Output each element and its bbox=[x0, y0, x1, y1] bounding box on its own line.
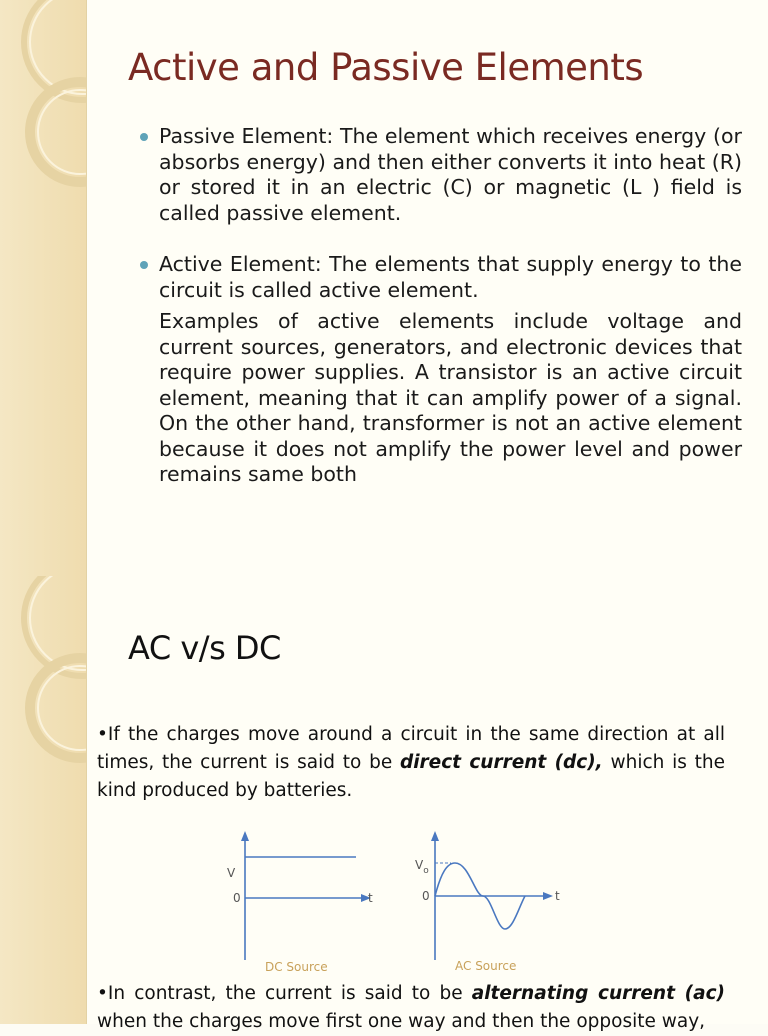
bullet-dot-icon bbox=[140, 133, 148, 141]
ac-paragraph bbox=[97, 980, 725, 1036]
decorative-rings-icon bbox=[0, 576, 86, 1024]
active-element-examples: Examples of active elements include voltage and current sources, generators, and electronic devices that require power supplies. A transistor is an active circuit element, meaning that it can amplify power of a signal. On the other hand, transformer is not an active element because it does not amplify the power level and power remains same both bbox=[159, 309, 742, 486]
bullet-text: Active Element: The elements that supply energy to the circuit is called active element. bbox=[159, 252, 742, 302]
slide-1-title: Active and Passive Elements bbox=[128, 46, 644, 89]
dc-term: direct current (dc), bbox=[399, 752, 603, 773]
bullet-text: Passive Element: The element which receives energy (or absorbs energy) and then either converts it into heat (R) or stored it in an electric (C) or magnetic (L ) field is called passive element. bbox=[159, 124, 742, 225]
ac-term: alternating current (ac) bbox=[471, 983, 725, 1004]
bullet-dot-icon bbox=[140, 261, 148, 269]
strip-divider bbox=[86, 576, 87, 1024]
dc-source-plot bbox=[227, 831, 373, 974]
dc-x-label: t bbox=[368, 891, 373, 905]
ac-x-label: t bbox=[555, 889, 560, 903]
slide-1-bullet-list bbox=[140, 124, 742, 488]
slide-2-title: AC v/s DC bbox=[128, 629, 281, 667]
dc-paragraph bbox=[97, 721, 725, 805]
dc-y-arrow-icon bbox=[241, 831, 249, 841]
ac-y-arrow-icon bbox=[431, 831, 439, 841]
ac-source-plot bbox=[415, 831, 560, 973]
dc-ac-source-diagram bbox=[215, 825, 585, 975]
decorative-strip bbox=[0, 0, 86, 576]
decorative-rings-icon bbox=[0, 0, 86, 576]
ac-zero-label: 0 bbox=[422, 889, 430, 903]
ac-y-label: $V_o$ bbox=[415, 858, 429, 876]
ac-text-after: when the charges move first one way and then the opposite way, bbox=[97, 1011, 706, 1032]
dc-text-after: which is the kind produced by batteries. bbox=[97, 752, 725, 801]
dc-y-label: V bbox=[227, 866, 236, 880]
dc-caption: DC Source bbox=[265, 960, 328, 974]
dc-text-before: •If the charges move around a circuit in the same direction at all times, the current is said to be bbox=[97, 724, 725, 773]
ac-text-before: •In contrast, the current is said to be bbox=[97, 983, 472, 1004]
dc-zero-label: 0 bbox=[233, 891, 241, 905]
ac-caption: AC Source bbox=[455, 959, 517, 973]
ac-x-arrow-icon bbox=[543, 892, 553, 900]
strip-divider bbox=[86, 0, 87, 576]
bullet-passive-element bbox=[140, 124, 742, 226]
decorative-strip bbox=[0, 576, 86, 1024]
bullet-active-element bbox=[140, 252, 742, 488]
